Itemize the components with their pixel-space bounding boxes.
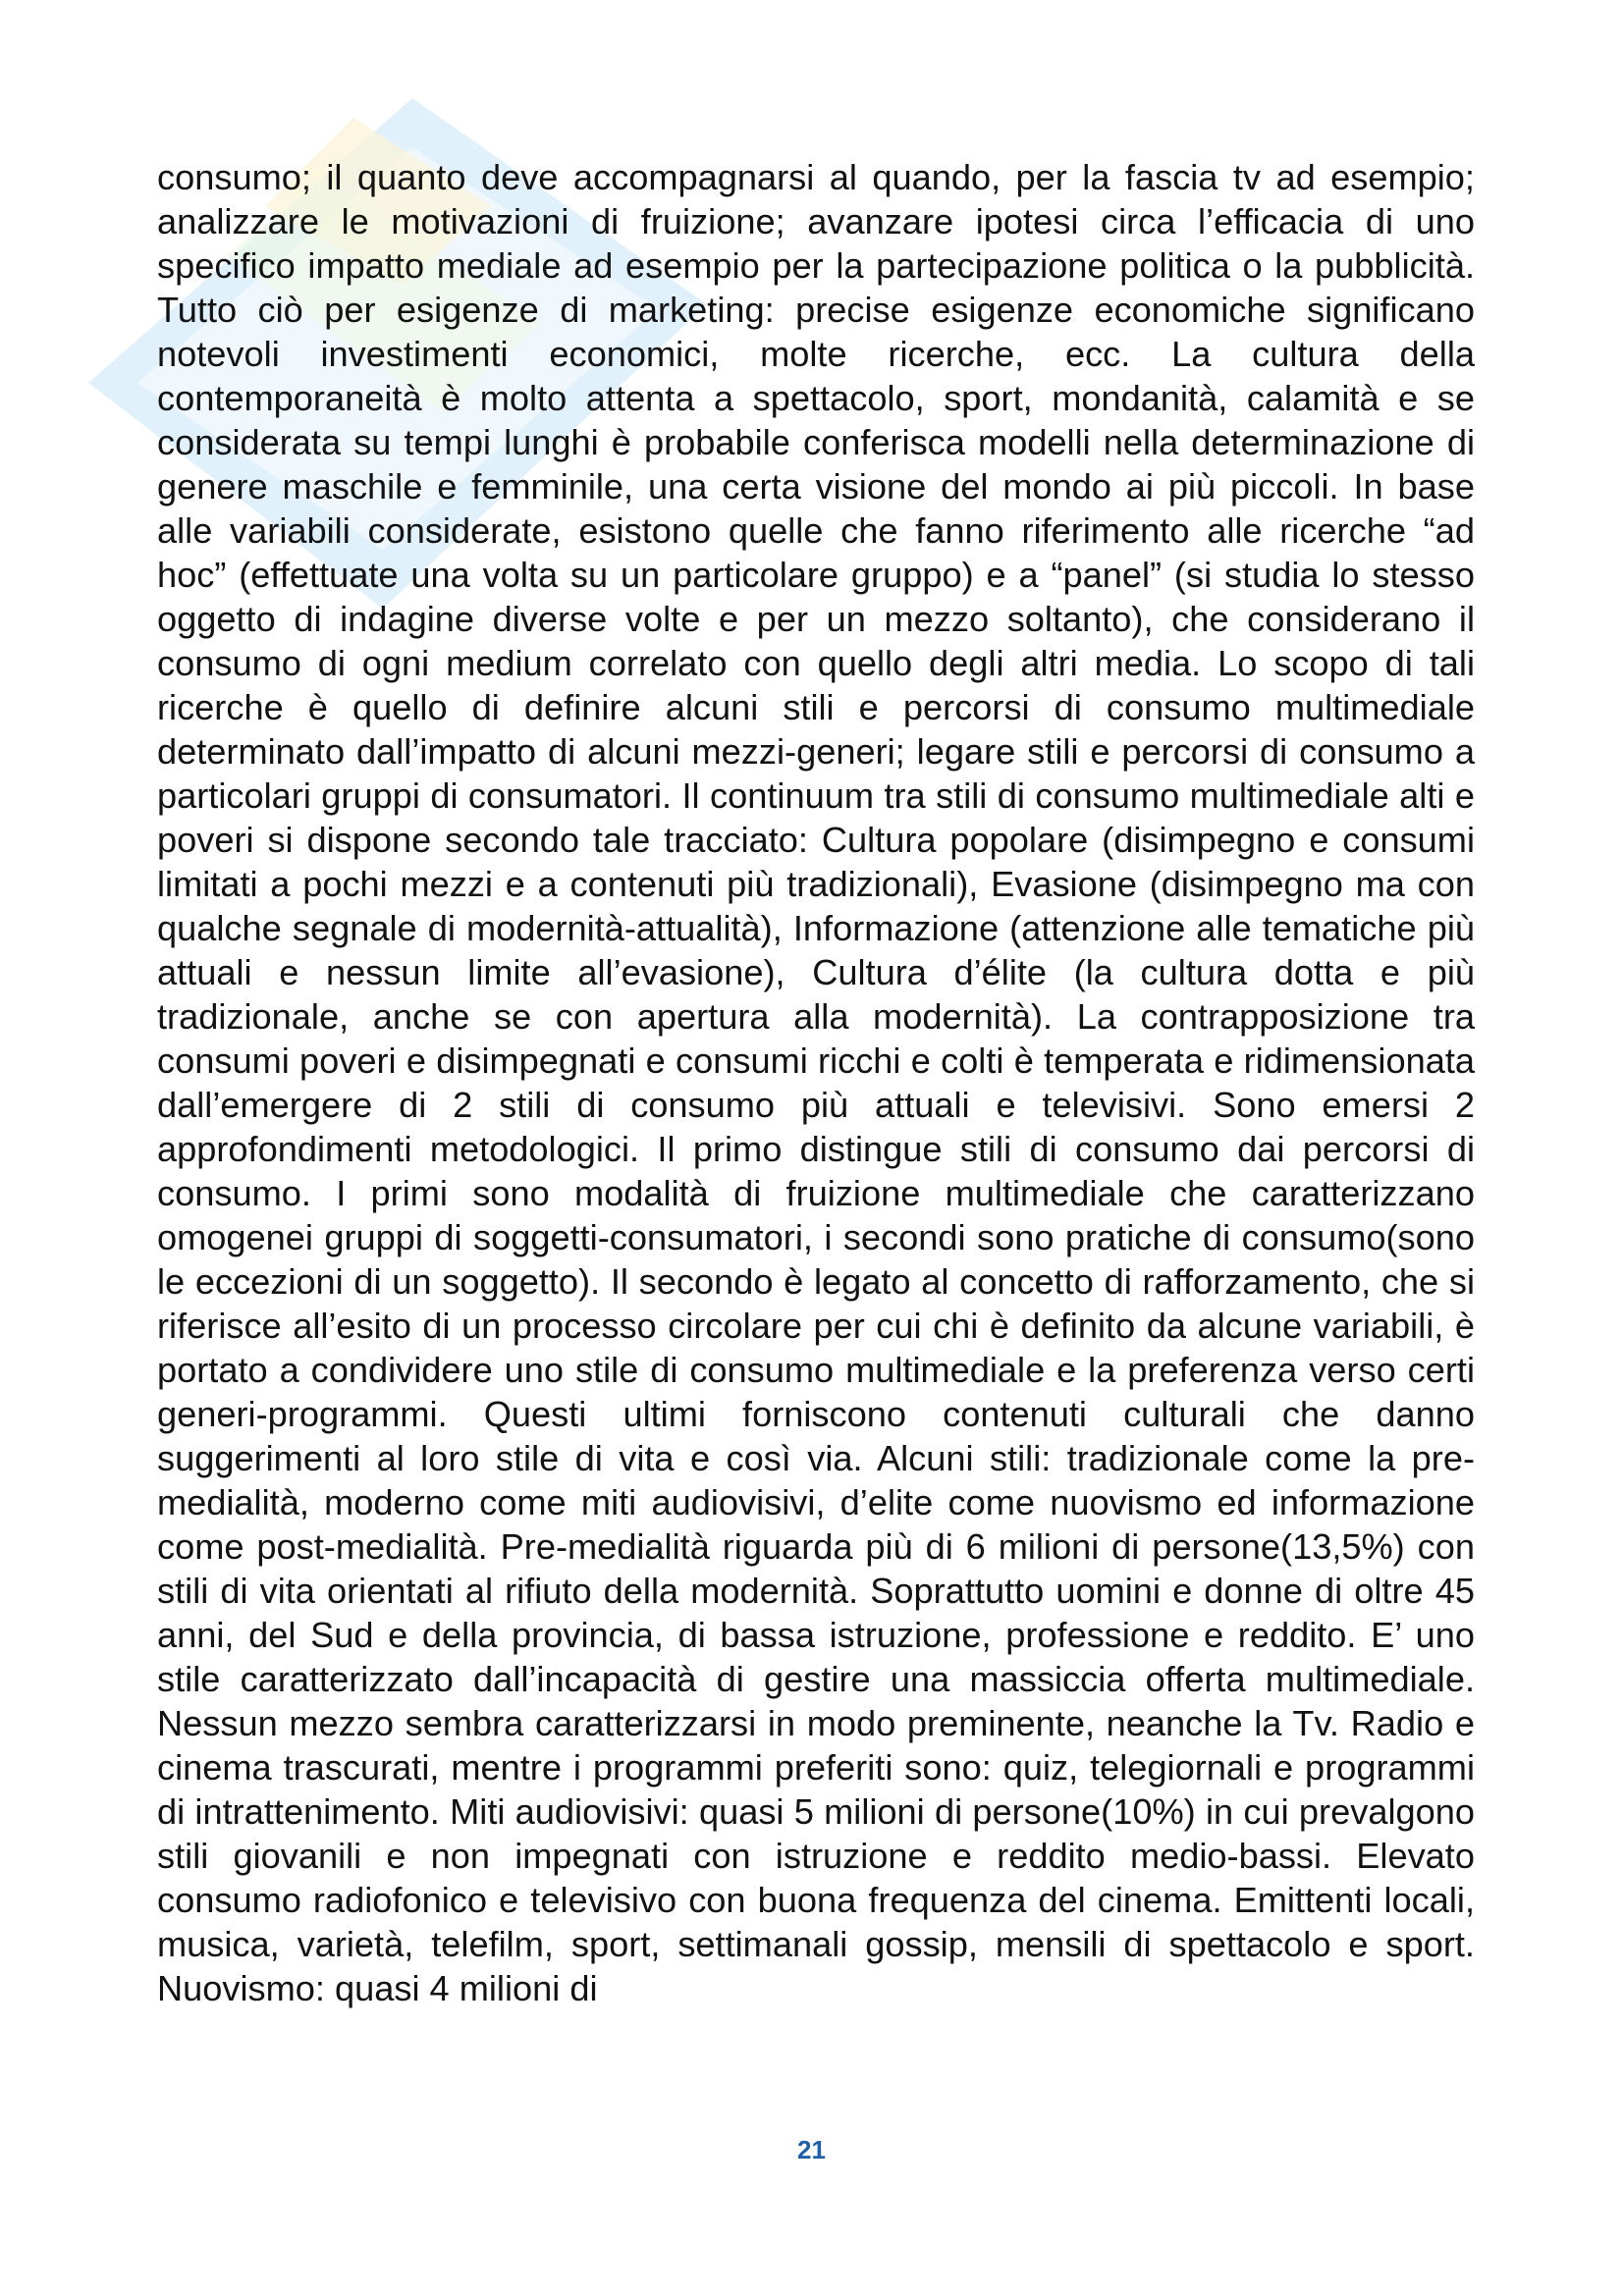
body-paragraph: consumo; il quanto deve accompagnarsi al quando, per la fascia tv ad esempio; analizzare le motivazioni di fruizione; avanzare ipotesi circa l’efficacia di uno specifico impatto mediale ad esempio per la partecipazione politica o la pubblicità. Tutto ciò per esigenze di marketing: precise esigenze economiche significano notevoli investimenti economici, molte ricerche, ecc. La cultura della contemporaneità è molto attenta a spettacolo, sport, mondanità, calamità e se considerata su tempi lunghi è probabile conferisca modelli nella determinazione di genere maschile e femminile, una certa visione del mondo ai più piccoli. In base alle variabili considerate, esistono quelle che fanno riferimento alle ricerche “ad hoc” (effettuate una volta su un particolare gruppo) e a “panel” (si studia lo stesso oggetto di indagine diverse volte e per un mezzo soltanto), che considerano il consumo di ogni medium correlato con quello degli altri media. Lo scopo di tali ricerche è quello di definire alcuni stili e percorsi di consumo multimediale determinato dall’impatto di alcuni mezzi-generi; legare stili e percorsi di consumo a particolari gruppi di consumatori. Il continuum tra stili di consumo multimediale alti e poveri si dispone secondo tale tracciato: Cultura popolare (disimpegno e consumi limitati a pochi mezzi e a contenuti più tradizionali), Evasione (disimpegno ma con qualche segnale di modernità-attualità), Informazione (attenzione alle tematiche più attuali e nessun limite all’evasione), Cultura d’élite (la cultura dotta e più tradizionale, anche se con apertura alla modernità). La contrapposizione tra consumi poveri e disimpegnati e consumi ricchi e colti è temperata e ridimensionata dall’emergere di 2 stili di consumo più attuali e televisivi. Sono emersi 2 approfondimenti metodologici. Il primo distingue stili di consumo dai percorsi di consumo. I primi sono modalità di fruizione multimediale che caratterizzano omogenei gruppi di soggetti-consumatori, i secondi sono pratiche di consumo(sono le eccezioni di un soggetto). Il secondo è legato al concetto di rafforzamento, che si riferisce all’esito di un processo circolare per cui chi è definito da alcune variabili, è portato a condividere uno stile di consumo multimediale e la preferenza verso certi generi-programmi. Questi ultimi forniscono contenuti culturali che danno suggerimenti al loro stile di vita e così via. Alcuni stili: tradizionale come la pre-medialità, moderno come miti audiovisivi, d’elite come nuovismo ed informazione come post-medialità. Pre-medialità riguarda più di 6 milioni di persone(13,5%) con stili di vita orientati al rifiuto della modernità. Soprattutto uomini e donne di oltre 45 anni, del Sud e della provincia, di bassa istruzione, professione e reddito. E’ uno stile caratterizzato dall’incapacità di gestire una massiccia offerta multimediale. Nessun mezzo sembra caratterizzarsi in modo preminente, neanche la Tv. Radio e cinema trascurati, mentre i programmi preferiti sono: quiz, telegiornali e programmi di intrattenimento. Miti audiovisivi: quasi 5 milioni di persone(10%) in cui prevalgono stili giovanili e non impegnati con istruzione e reddito medio-bassi. Elevato consumo radiofonico e televisivo con buona frequenza del cinema. Emittenti locali, musica, varietà, telefilm, sport, settimanali gossip, mensili di spettacolo e sport. Nuovismo: quasi 4 milioni di [157,157,1475,2008]
page-number: 21 [797,2135,826,2164]
